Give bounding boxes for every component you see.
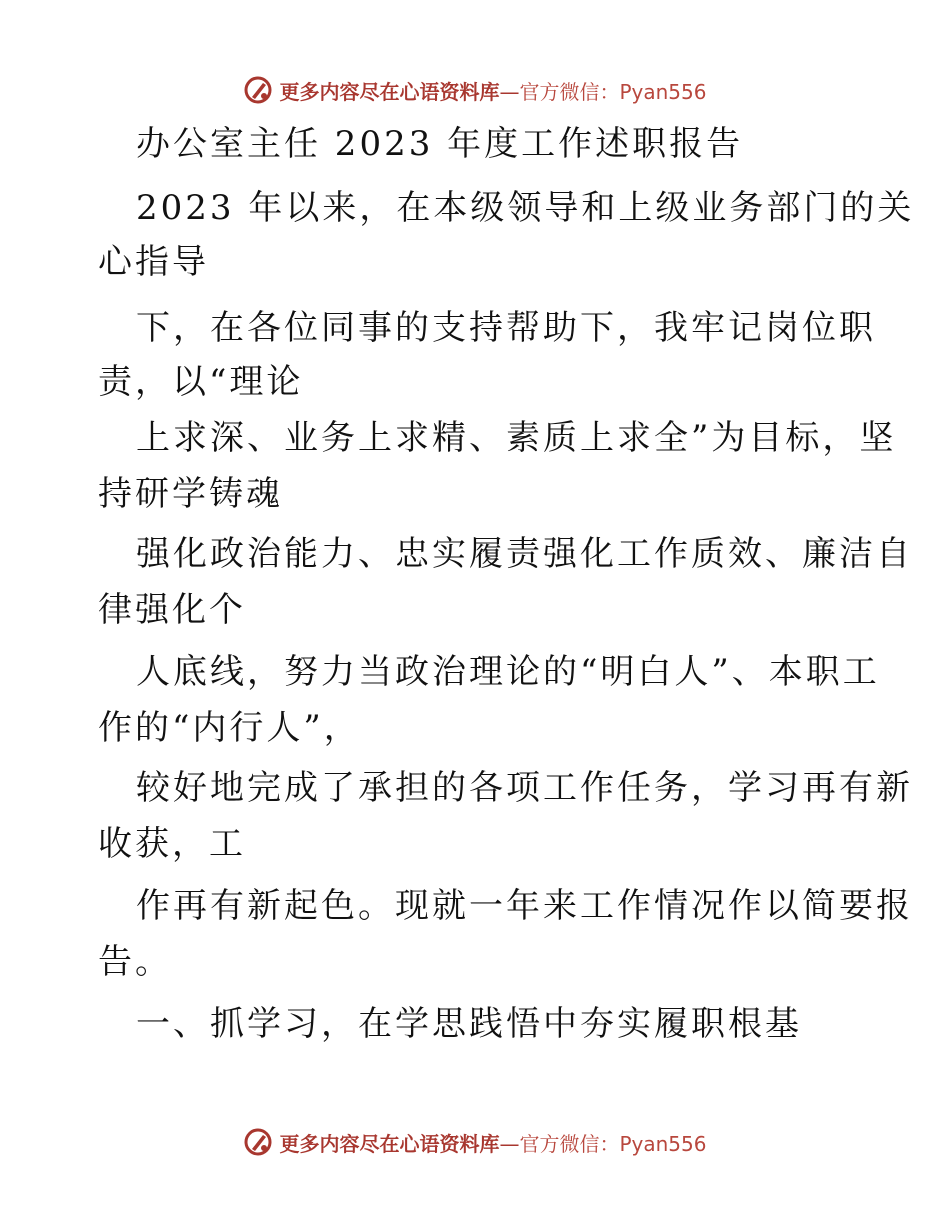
watermark-contact: 官方微信：Pyan556: [519, 79, 707, 104]
section-heading: 一、抓学习，在学思践悟中夯实履职根基: [136, 1004, 802, 1044]
paragraph-line: 下，在各位同事的支持帮助下，我牢记岗位职: [136, 308, 876, 348]
paragraph-line: 上求深、业务上求精、素质上求全”为目标，坚: [136, 418, 897, 458]
paragraph-line: 律强化个: [98, 590, 246, 630]
pen-logo-icon: [243, 75, 273, 105]
paragraph-line: 持研学铸魂: [98, 474, 283, 514]
watermark-separator: —: [499, 79, 520, 104]
document-title: 办公室主任 2023 年度工作述职报告: [136, 124, 744, 164]
watermark-text: [279, 1128, 706, 1157]
watermark-contact: 官方微信：Pyan556: [519, 1131, 707, 1156]
header-watermark: [0, 70, 950, 110]
paragraph-line: 较好地完成了承担的各项工作任务，学习再有新: [136, 768, 913, 808]
paragraph-line: 收获，工: [98, 824, 246, 864]
paragraph-line: 告。: [98, 942, 172, 982]
paragraph-line: 2023 年以来，在本级领导和上级业务部门的关: [136, 188, 915, 228]
paragraph-line: 作再有新起色。现就一年来工作情况作以简要报: [136, 886, 913, 926]
paragraph-line: 心指导: [98, 242, 209, 282]
watermark-brand: 更多内容尽在心语资料库: [279, 79, 500, 104]
paragraph-line: 责，以“理论: [98, 362, 304, 402]
watermark-text: [279, 76, 706, 105]
paragraph-line: 作的“内行人”，: [98, 708, 361, 748]
footer-watermark: [0, 1122, 950, 1162]
paragraph-line: 强化政治能力、忠实履责强化工作质效、廉洁自: [136, 534, 913, 574]
paragraph-line: 人底线，努力当政治理论的“明白人”、本职工: [136, 652, 880, 692]
watermark-brand: 更多内容尽在心语资料库: [279, 1131, 500, 1156]
pen-logo-icon: [243, 1127, 273, 1157]
watermark-separator: —: [499, 1131, 520, 1156]
